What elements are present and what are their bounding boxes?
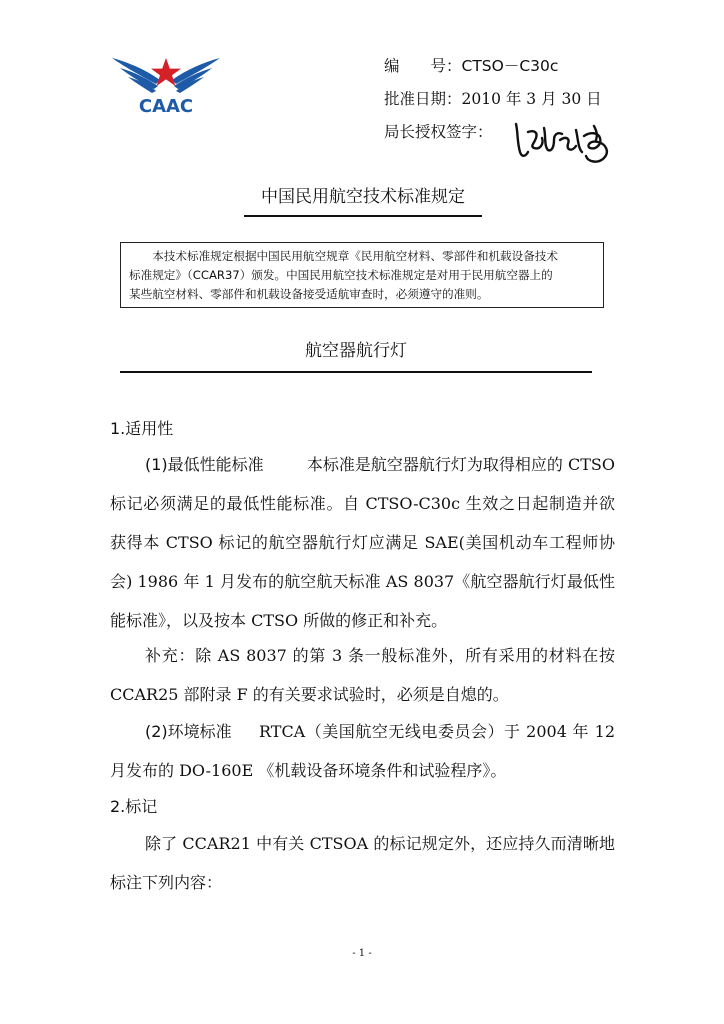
p2-line-1-text: RTCA（美国航空无线电委员会）于 2004 年 12: [259, 722, 615, 741]
number-value: CTSO－C30c: [461, 57, 559, 75]
approval-date: 批准日期：2010 年 3 月 30 日: [384, 90, 602, 108]
paragraph-1-line-5: 能标准》，以及按本 CTSO 所做的修正和补充。: [110, 611, 448, 630]
paragraph-1-line-2: 标记必须满足的最低性能标准。自 CTSO-C30c 生效之日起制造并欲: [110, 494, 615, 513]
section-2-line-2: 标注下列内容：: [110, 873, 223, 892]
section-1-heading: 1.适用性: [110, 419, 174, 438]
paragraph-1-line-4: 会) 1986 年 1 月发布的航空航天标准 AS 8037《航空器航行灯最低性: [110, 572, 615, 591]
p1-line-1-text: 本标准是航空器航行灯为取得相应的 CTSO: [306, 455, 615, 474]
notice-line-2: 标准规定》（CCAR37）颁发。中国民用航空技术标准规定是对用于民用航空器上的: [129, 268, 553, 282]
signature-label: 局长授权签字：: [384, 123, 493, 141]
supplement-line-1: 补充：除 AS 8037 的第 3 条一般标准外，所有采用的材料在按: [145, 646, 615, 665]
number-line: [384, 54, 558, 76]
wing-left-icon: [112, 58, 160, 93]
paragraph-1-line-1: [145, 452, 615, 475]
notice-line-1: 本技术标准规定根据中国民用航空规章《民用航空材料、零部件和机载设备技术: [152, 249, 558, 263]
environment-label: (2)环境标准: [145, 722, 232, 741]
caac-logo: [106, 46, 226, 118]
min-performance-label: (1)最低性能标准: [145, 455, 264, 474]
paragraph-2-line-1: [145, 719, 615, 742]
paragraph-2-line-2: 月发布的 DO-160E 《机载设备环境条件和试验程序》。: [110, 761, 507, 780]
logo-text: CAAC: [138, 96, 194, 117]
standard-title: 航空器航行灯: [120, 336, 592, 373]
number-label: 编 号：: [384, 57, 462, 75]
section-2-heading: 2.标记: [110, 797, 158, 816]
paragraph-1-line-3: 获得本 CTSO 标记的航空器航行灯应满足 SAE(美国机动车工程师协: [110, 533, 615, 552]
handwritten-signature: [510, 118, 620, 166]
notice-box: [120, 242, 604, 308]
wing-right-icon: [172, 58, 220, 93]
section-2-line-1: 除了 CCAR21 中有关 CTSOA 的标记规定外，还应持久而清晰地: [145, 834, 615, 853]
supplement-line-2: CCAR25 部附录 F 的有关要求试验时，必须是自熄的。: [110, 685, 509, 704]
document-title: 中国民用航空技术标准规定: [244, 182, 482, 217]
notice-line-3: 某些航空材料、零部件和机载设备接受适航审查时，必须遵守的准则。: [129, 287, 489, 301]
page-number: - 1 -: [352, 948, 372, 959]
